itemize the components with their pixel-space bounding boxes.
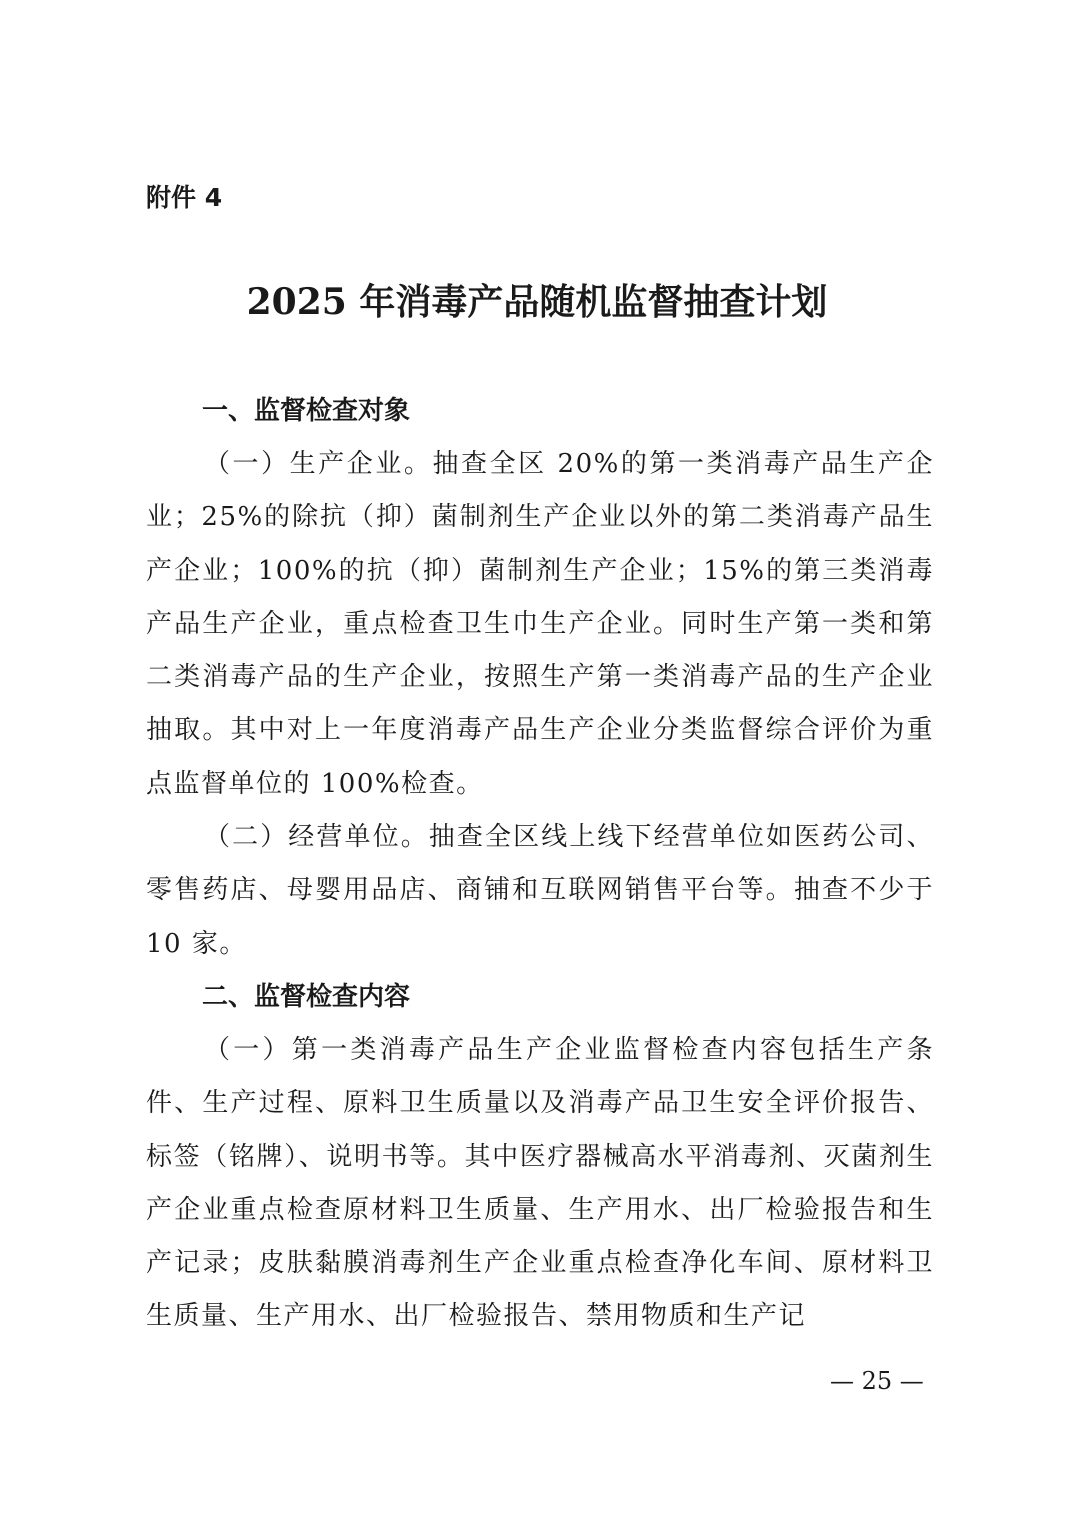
- section-heading: 一、监督检查对象: [202, 396, 411, 426]
- section-supervision-content: [146, 971, 934, 1344]
- attachment-label: 附件 4: [146, 183, 223, 212]
- paragraph-class-one-inspection: （一）第一类消毒产品生产企业监督检查内容包括生产条件、生产过程、原料卫生质量以及消毒产品卫生安全评价报告、标签（铭牌）、说明书等。其中医疗器械高水平消毒剂、灭菌剂生产企业重点检查原材料卫生质量、生产用水、出厂检验报告和生产记录；皮肤黏膜消毒剂生产企业重点检查净化车间、原材料卫生质量、生产用水、出厂检验报告、禁用物质和生产记: [146, 1034, 934, 1332]
- document-title: 2025 年消毒产品随机监督抽查计划: [246, 281, 828, 323]
- document-body: [146, 385, 934, 1344]
- paragraph-production-enterprises: （一）生产企业。抽查全区 20%的第一类消毒产品生产企业；25%的除抗（抑）菌制剂生产企业以外的第二类消毒产品生产企业；100%的抗（抑）菌制剂生产企业；15%的第三类消毒产品生产企业，重点检查卫生巾生产企业。同时生产第一类和第二类消毒产品的生产企业，按照生产第一类消毒产品的生产企业抽取。其中对上一年度消毒产品生产企业分类监督综合评价为重点监督单位的 100%检查。: [146, 449, 934, 799]
- section-supervision-targets: [146, 385, 934, 971]
- page-number: — 25 —: [830, 1367, 924, 1395]
- section-heading: 二、监督检查内容: [202, 981, 411, 1012]
- paragraph-business-units: （二）经营单位。抽查全区线上线下经营单位如医药公司、零售药店、母婴用品店、商铺和互联网销售平台等。抽查不少于 10 家。: [146, 822, 934, 959]
